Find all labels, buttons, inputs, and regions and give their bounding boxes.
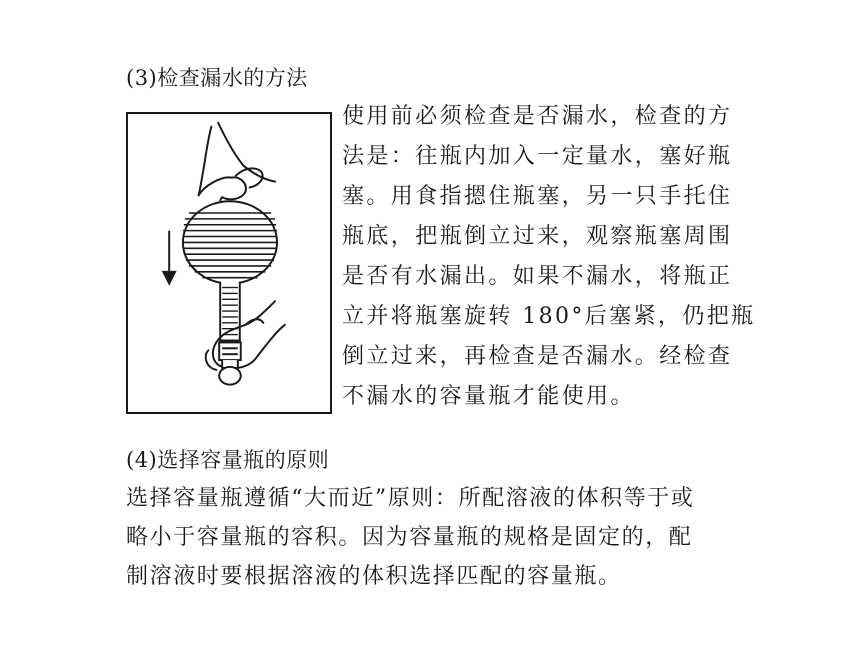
paragraph-line: 法是：往瓶内加入一定量水，塞好瓶 [342, 144, 733, 169]
volumetric-flask-leak-test-illustration-icon [128, 114, 330, 412]
paragraph-line: 立并将瓶塞旋转 180°后塞紧，仍把瓶 [342, 304, 756, 329]
bottom-hand-icon [206, 301, 285, 370]
flask-stopper-icon [219, 342, 241, 384]
paragraph-line: 瓶底，把瓶倒立过来，观察瓶塞周围 [342, 224, 733, 249]
paragraph-line: 塞。用食指摁住瓶塞，另一只手托住 [342, 184, 733, 209]
section-4-heading: (4)选择容量瓶的原则 [126, 448, 330, 472]
section-3-heading: (3)检查漏水的方法 [126, 66, 308, 90]
paragraph-line: 是否有水漏出。如果不漏水，将瓶正 [342, 264, 733, 289]
paragraph-line: 制溶液时要根据溶液的体积选择匹配的容量瓶。 [126, 564, 622, 589]
flask-leak-test-figure [126, 112, 332, 414]
paragraph-line: 使用前必须检查是否漏水，检查的方 [342, 104, 733, 129]
down-arrow-icon [163, 231, 175, 284]
paragraph-line: 倒立过来，再检查是否漏水。经检查 [342, 344, 733, 369]
top-hand-icon [199, 123, 275, 207]
paragraph-line: 选择容量瓶遵循“大而近”原则：所配溶液的体积等于或 [126, 486, 695, 511]
paragraph-line: 略小于容量瓶的容积。因为容量瓶的规格是固定的，配 [126, 525, 693, 550]
paragraph-line: 不漏水的容量瓶才能使用。 [342, 384, 635, 409]
